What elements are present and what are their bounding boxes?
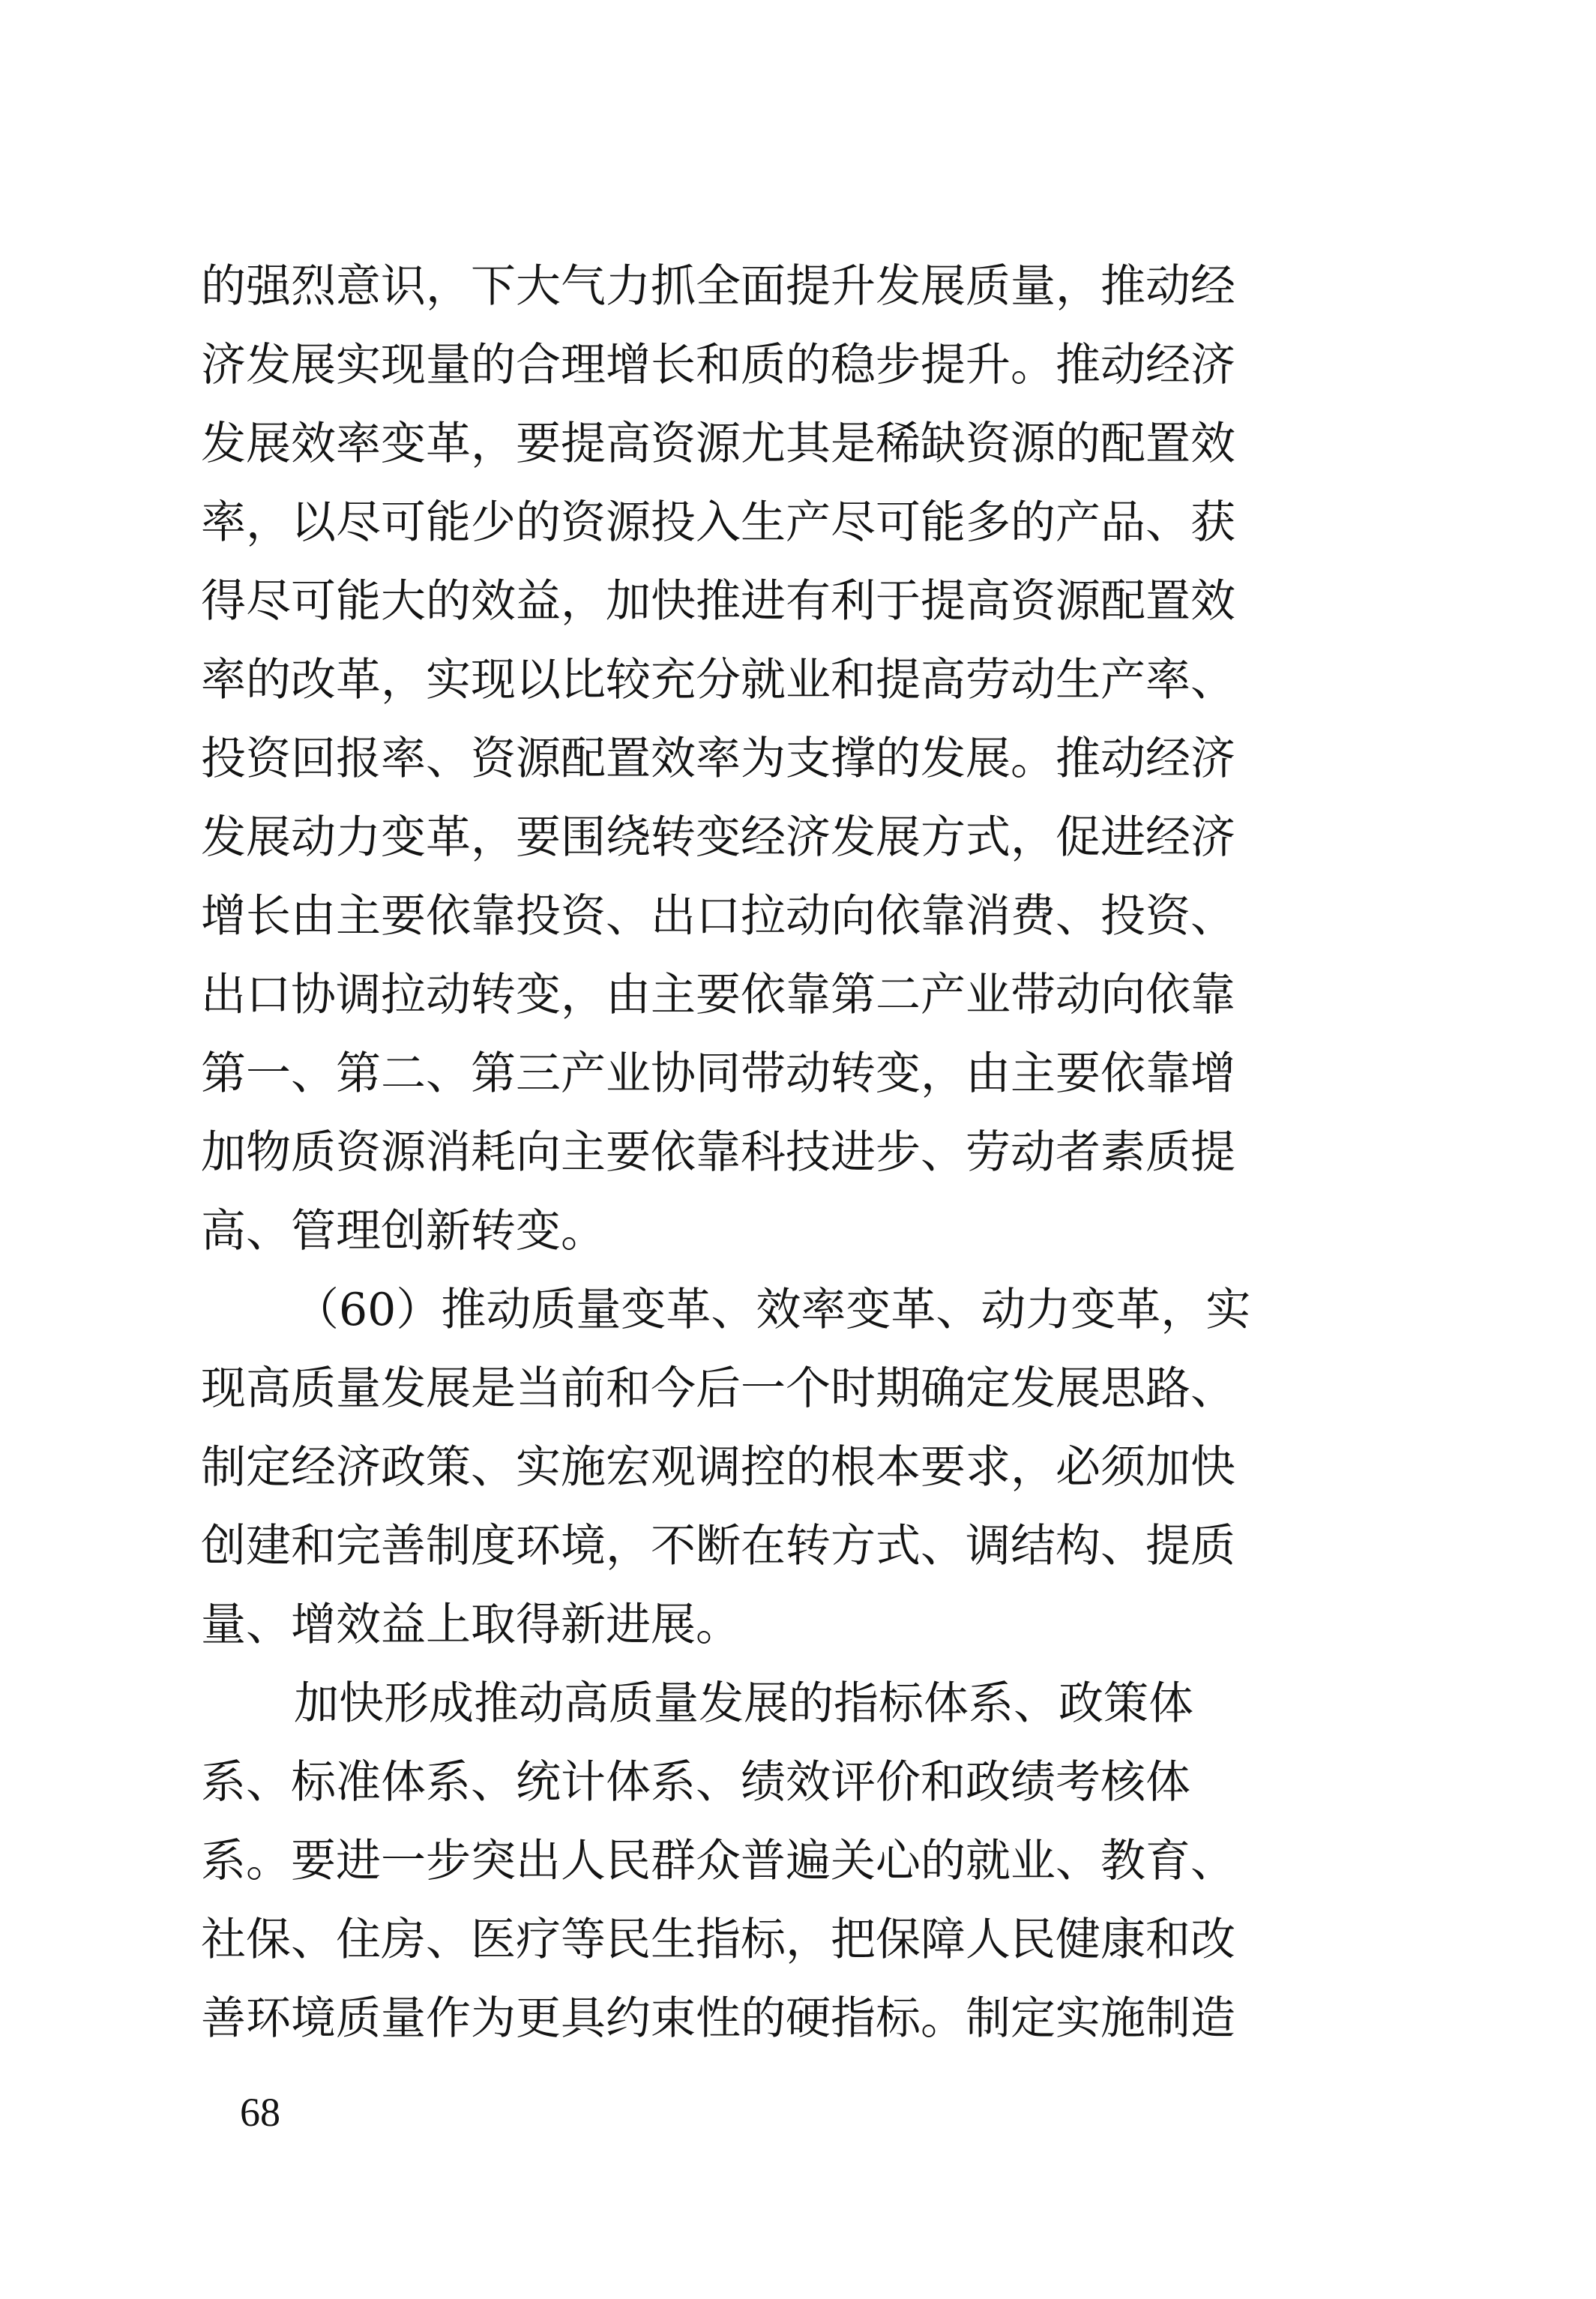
text-line: 创建和完善制度环境，不断在转方式、调结构、提质 [201, 1520, 1235, 1572]
text-line: 加物质资源消耗向主要依靠科技进步、劳动者素质提 [201, 1126, 1235, 1179]
paragraph-start-line: 加快形成推动高质量发展的指标体系、政策体 [294, 1677, 1193, 1730]
text-line: 第一、第二、第三产业协同带动转变，由主要依靠增 [201, 1048, 1235, 1100]
text-line: 得尽可能大的效益，加快推进有利于提高资源配置效 [201, 575, 1235, 628]
text-line: 制定经济政策、实施宏观调控的根本要求，必须加快 [201, 1441, 1235, 1494]
text-line: 出口协调拉动转变，由主要依靠第二产业带动向依靠 [201, 969, 1235, 1021]
paragraph-start-line: （60）推动质量变革、效率变革、动力变革，实 [294, 1284, 1251, 1336]
text-line: 率的改革，实现以比较充分就业和提高劳动生产率、 [201, 654, 1235, 706]
body-text [201, 247, 1355, 2058]
text-line: 率，以尽可能少的资源投入生产尽可能多的产品、获 [201, 496, 1235, 549]
text-line: 善环境质量作为更具约束性的硬指标。制定实施制造 [201, 1992, 1235, 2045]
text-line: 社保、住房、医疗等民生指标，把保障人民健康和改 [201, 1914, 1235, 1966]
text-line: 投资回报率、资源配置效率为支撑的发展。推动经济 [201, 733, 1235, 785]
text-line: 发展效率变革，要提高资源尤其是稀缺资源的配置效 [201, 418, 1235, 470]
text-line: 现高质量发展是当前和今后一个时期确定发展思路、 [201, 1362, 1235, 1415]
text-line: 系、标准体系、统计体系、绩效评价和政绩考核体 [201, 1756, 1190, 1809]
text-line: 发展动力变革，要围绕转变经济发展方式，促进经济 [201, 811, 1235, 864]
text-line: 济发展实现量的合理增长和质的稳步提升。推动经济 [201, 339, 1235, 391]
text-line: 高、管理创新转变。 [201, 1205, 606, 1257]
page-number: 68 [240, 2090, 280, 2135]
text-line: 增长由主要依靠投资、出口拉动向依靠消费、投资、 [201, 890, 1235, 943]
text-line: 系。要进一步突出人民群众普遍关心的就业、教育、 [201, 1835, 1235, 1887]
text-line: 量、增效益上取得新进展。 [201, 1599, 741, 1651]
text-line: 的强烈意识，下大气力抓全面提升发展质量，推动经 [201, 260, 1235, 313]
